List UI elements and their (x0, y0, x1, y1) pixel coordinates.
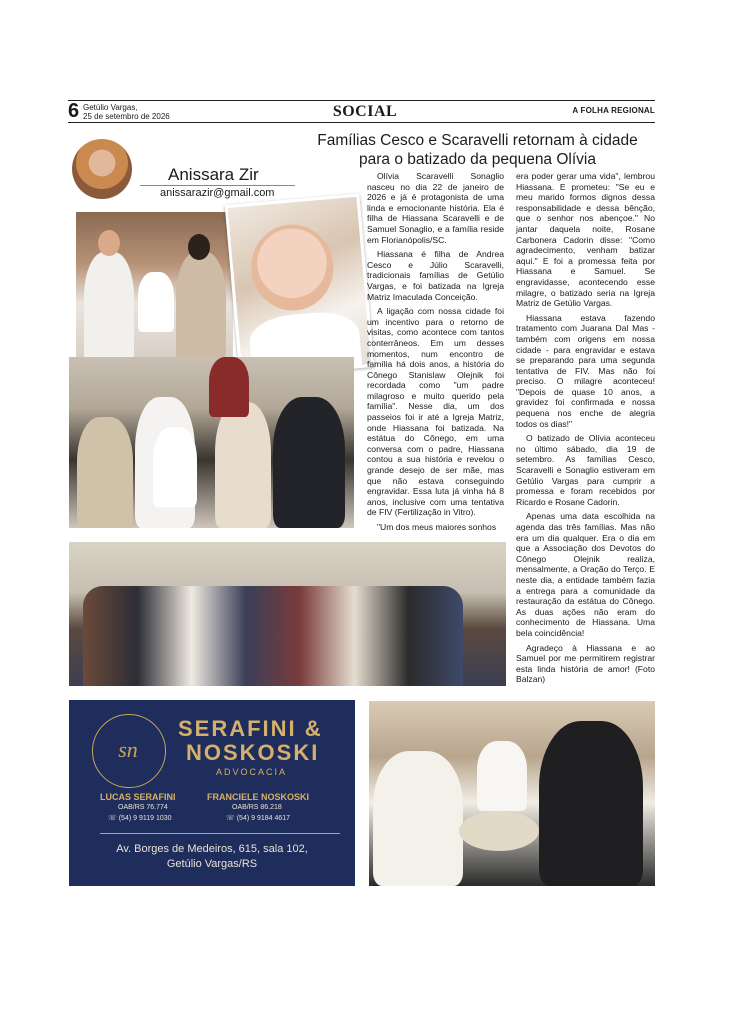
header-rule-top (68, 100, 655, 101)
phone-icon: ☏ (226, 815, 235, 822)
photo-figure (84, 252, 134, 364)
lawyer-1-oab: OAB/RS 76.774 (118, 804, 168, 811)
section-title: SOCIAL (332, 103, 398, 120)
photo-group-families (69, 542, 506, 686)
headline (300, 131, 655, 169)
author-email: anissarazir@gmail.com (160, 187, 275, 199)
lawyer-2-phone-number: (54) 9 9184 4617 (236, 815, 291, 822)
paragraph: O batizado de Olívia aconteceu no último sábado, dia 19 de setembro. As famílias Cesco, Scaravelli e Sonaglio estiveram em Getúlio Vargas para cumprir a promessa e foram recebidos por Ricardo e Rosane Cadorin. (516, 433, 655, 507)
photo-figure (477, 741, 527, 811)
article-column-2 (516, 171, 655, 689)
photo-parents-with-baby (76, 212, 233, 364)
photo-figure (138, 272, 174, 332)
author-name: Anissara Zir (168, 165, 259, 184)
lawyer-2-name: FRANCIELE NOSKOSKI (207, 792, 310, 802)
address-line-1: Av. Borges de Medeiros, 615, sala 102, (116, 843, 308, 855)
lawyer-1-phone-number: (54) 9 9119 1030 (118, 815, 172, 822)
address-line-2: Getúlio Vargas/RS (166, 858, 258, 870)
page-number: 6 (68, 100, 80, 122)
lawyer-2-phone (226, 814, 290, 822)
paragraph: era poder gerar uma vida", lembrou Hiassana. E prometeu: "Se eu e meu marido formos dignos dessa responsabilidade e dessa bênção, que o senhor nos abençoe." No jantar daquela noite, Rosane Carbonera Cadorin disse: "Como agradecimento, venham batizar aqui." E foi a promessa feita por Hiassana e Samuel. Se engravidasse, acontecendo esse milagre, o batizado seria na Igreja Matriz de Getúlio Vargas. (516, 171, 655, 309)
photo-baptism-ceremony (369, 701, 655, 886)
photo-figure (373, 751, 463, 886)
paragraph: "Um dos meus maiores sonhos (377, 522, 497, 532)
photo-family-with-statue (69, 357, 354, 528)
photo-figure (188, 234, 210, 260)
newspaper-name: A FOLHA REGIONAL (572, 106, 655, 115)
phone-icon: ☏ (108, 815, 117, 822)
paragraph: Agradeço à Hiassana e ao Samuel por me permitirem registrar esta linda história de amor! (Foto Balzan) (516, 642, 655, 685)
ad-divider (100, 833, 340, 834)
header-city: Getúlio Vargas, (83, 103, 138, 112)
photo-figure (176, 252, 226, 364)
headline-line-1: Famílias Cesco e Scaravelli retornam à cidade (317, 132, 638, 149)
photo-figure (153, 427, 197, 507)
photo-figure (77, 417, 133, 528)
photo-figure (98, 230, 120, 256)
header-date: 25 de setembro de 2026 (83, 112, 170, 121)
logo-monogram: sn (118, 737, 138, 762)
headline-line-2: para o batizado da pequena Olívia (359, 151, 596, 168)
author-photo (72, 139, 132, 199)
photo-figure (273, 397, 345, 528)
paragraph: Hiassana estava fazendo tratamento com Juarana Dal Mas - também com origens em nossa cidade - para engravidar e estava se preparando para uma segunda tentativa de FIV. Mas não foi preciso. O milagre aconteceu! "Depois de quase 10 anos, a gravidez foi confirmada e nossa pequena nos enche de alegria todos os dias!" (516, 312, 655, 429)
lawyer-2-oab: OAB/RS 86.218 (232, 804, 282, 811)
photo-figure (459, 811, 539, 851)
photo-figure (83, 586, 463, 686)
paragraph: A ligação com nossa cidade foi um incentivo para o retorno de visitas, como acontece com tantos conterrâneos. Em um desses momentos, num encontro de família há dois anos, a história do Cônego Stanislaw Olejnik foi recordada como "um padre milagroso e muito querido pela família". Nesse dia, um dos passeios foi ir até a Igreja Matriz, onde Hiassana foi batizada. Na estátua do Cônego, em uma conversa com o padre, Hiassana contou a sua história e revelou o grande desejo de ser mãe, mas que não estava conseguindo engravidar. Essa luta já vinha há 8 anos, inclusive com uma tentativa de FIV (Fertilização in Vitro). (367, 306, 504, 518)
paragraph: Apenas uma data escolhida na agenda das três famílias. Mas não era um dia qualquer. Era o dia em que a Associação dos Devotos do Cônego Olejnik realiza, mensalmente, a Oração do Terço. E neste dia, a entidade também fazia a entrega para a comunidade da restauração da estátua do Cônego. As duas ações não eram do conhecimento de Hiassana. Uma bela coincidência! (516, 511, 655, 638)
photo-baby-portrait (225, 193, 375, 378)
photo-figure (209, 357, 249, 417)
photo-figure (539, 721, 643, 886)
paragraph: Olívia Scaravelli Sonaglio nasceu no dia 22 de janeiro de 2026 e já é protagonista de uma linda e emocionante história. Ela é filha de Hiassana Scaravelli e de Samuel Sonaglio, e a família reside em Florianópolis/SC. (367, 171, 504, 245)
paragraph: Hiassana é filha de Andrea Cesco e Júlio Scaravelli, tradicionais famílias de Getúlio Vargas, e foi batizada na Igreja Matriz Imaculada Conceição. (367, 249, 504, 302)
header-rule-bottom (68, 122, 655, 123)
photo-figure (215, 402, 271, 528)
firm-name-line-2: NOSKOSKI (186, 740, 320, 765)
lawyer-1-phone (108, 814, 172, 822)
firm-address (69, 842, 355, 872)
firm-subtitle: ADVOCACIA (216, 767, 288, 777)
author-divider (140, 185, 295, 186)
article-column-1 (367, 171, 504, 537)
lawyer-1-name: LUCAS SERAFINI (100, 792, 176, 802)
firm-name-line-1: SERAFINI & (178, 716, 323, 741)
photo-figure (248, 221, 337, 314)
